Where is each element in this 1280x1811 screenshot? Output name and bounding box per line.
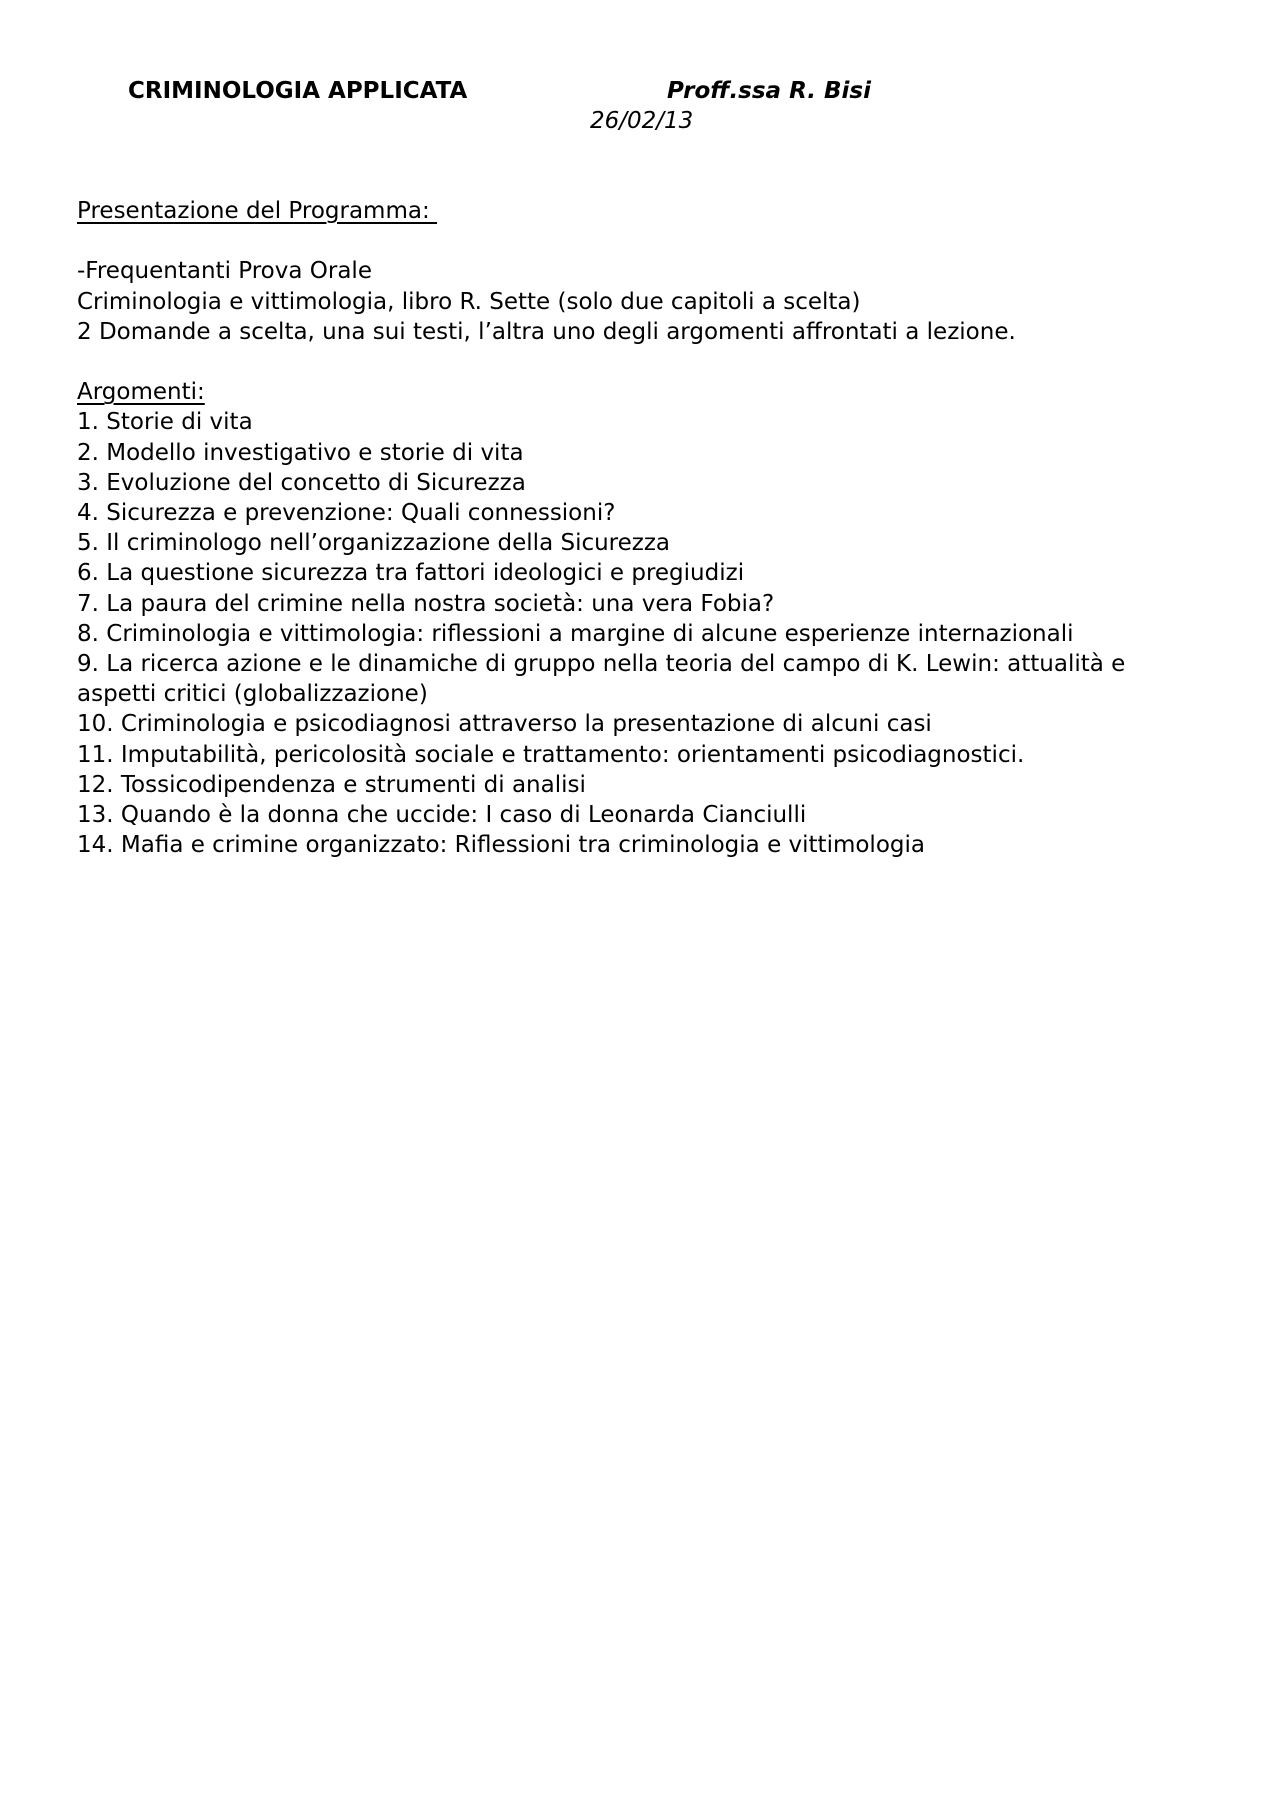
topic-item: 10. Criminologia e psicodiagnosi attraverso la presentazione di alcuni casi <box>77 711 932 738</box>
topic-item: 4. Sicurezza e prevenzione: Quali connessioni? <box>77 500 616 526</box>
blank-line <box>77 347 1197 377</box>
topic-item: 1. Storie di vita <box>77 409 253 436</box>
blank-line <box>77 226 1197 256</box>
professor-name: Proff.ssa R. Bisi <box>667 78 871 104</box>
exam-section-label: -Frequentanti Prova Orale <box>77 258 372 285</box>
topic-item: 13. Quando è la donna che uccide: I caso di Leonarda Cianciulli <box>77 802 807 829</box>
lecture-date: 26/02/13 <box>590 108 694 134</box>
document-body <box>77 196 1197 860</box>
topic-item: 3. Evoluzione del concetto di Sicurezza <box>77 469 526 496</box>
exam-questions-line: 2 Domande a scelta, una sui testi, l’altra uno degli argomenti affrontati a lezione. <box>77 318 1016 345</box>
topic-item: 8. Criminologia e vittimologia: riflessioni a margine di alcune esperienze internazionali <box>77 620 1074 647</box>
topic-item: 5. Il criminologo nell’organizzazione della Sicurezza <box>77 530 671 557</box>
topics-heading: Argomenti: <box>77 379 205 406</box>
topic-item: 6. La questione sicurezza tra fattori ideologici e pregiudizi <box>77 560 745 587</box>
course-title: CRIMINOLOGIA APPLICATA <box>128 78 468 104</box>
document-header <box>0 76 1280 106</box>
topic-item: 7. La paura del crimine nella nostra società: una vera Fobia? <box>77 590 775 617</box>
topic-item: 12. Tossicodipendenza e strumenti di analisi <box>77 771 586 798</box>
topic-item: 2. Modello investigativo e storie di vita <box>77 439 524 466</box>
topic-item: 14. Mafia e crimine organizzato: Riflessioni tra criminologia e vittimologia <box>77 832 925 859</box>
textbook-line: Criminologia e vittimologia, libro R. Sette (solo due capitoli a scelta) <box>77 288 861 315</box>
topic-item: 11. Imputabilità, pericolosità sociale e trattamento: orientamenti psicodiagnostici. <box>77 741 1025 768</box>
program-heading: Presentazione del Programma: <box>77 198 438 224</box>
topics-list <box>77 407 1197 860</box>
topic-item: 9. La ricerca azione e le dinamiche di gruppo nella teoria del campo di K. Lewin: attualità e aspetti critici (globalizzazione) <box>77 651 1133 708</box>
